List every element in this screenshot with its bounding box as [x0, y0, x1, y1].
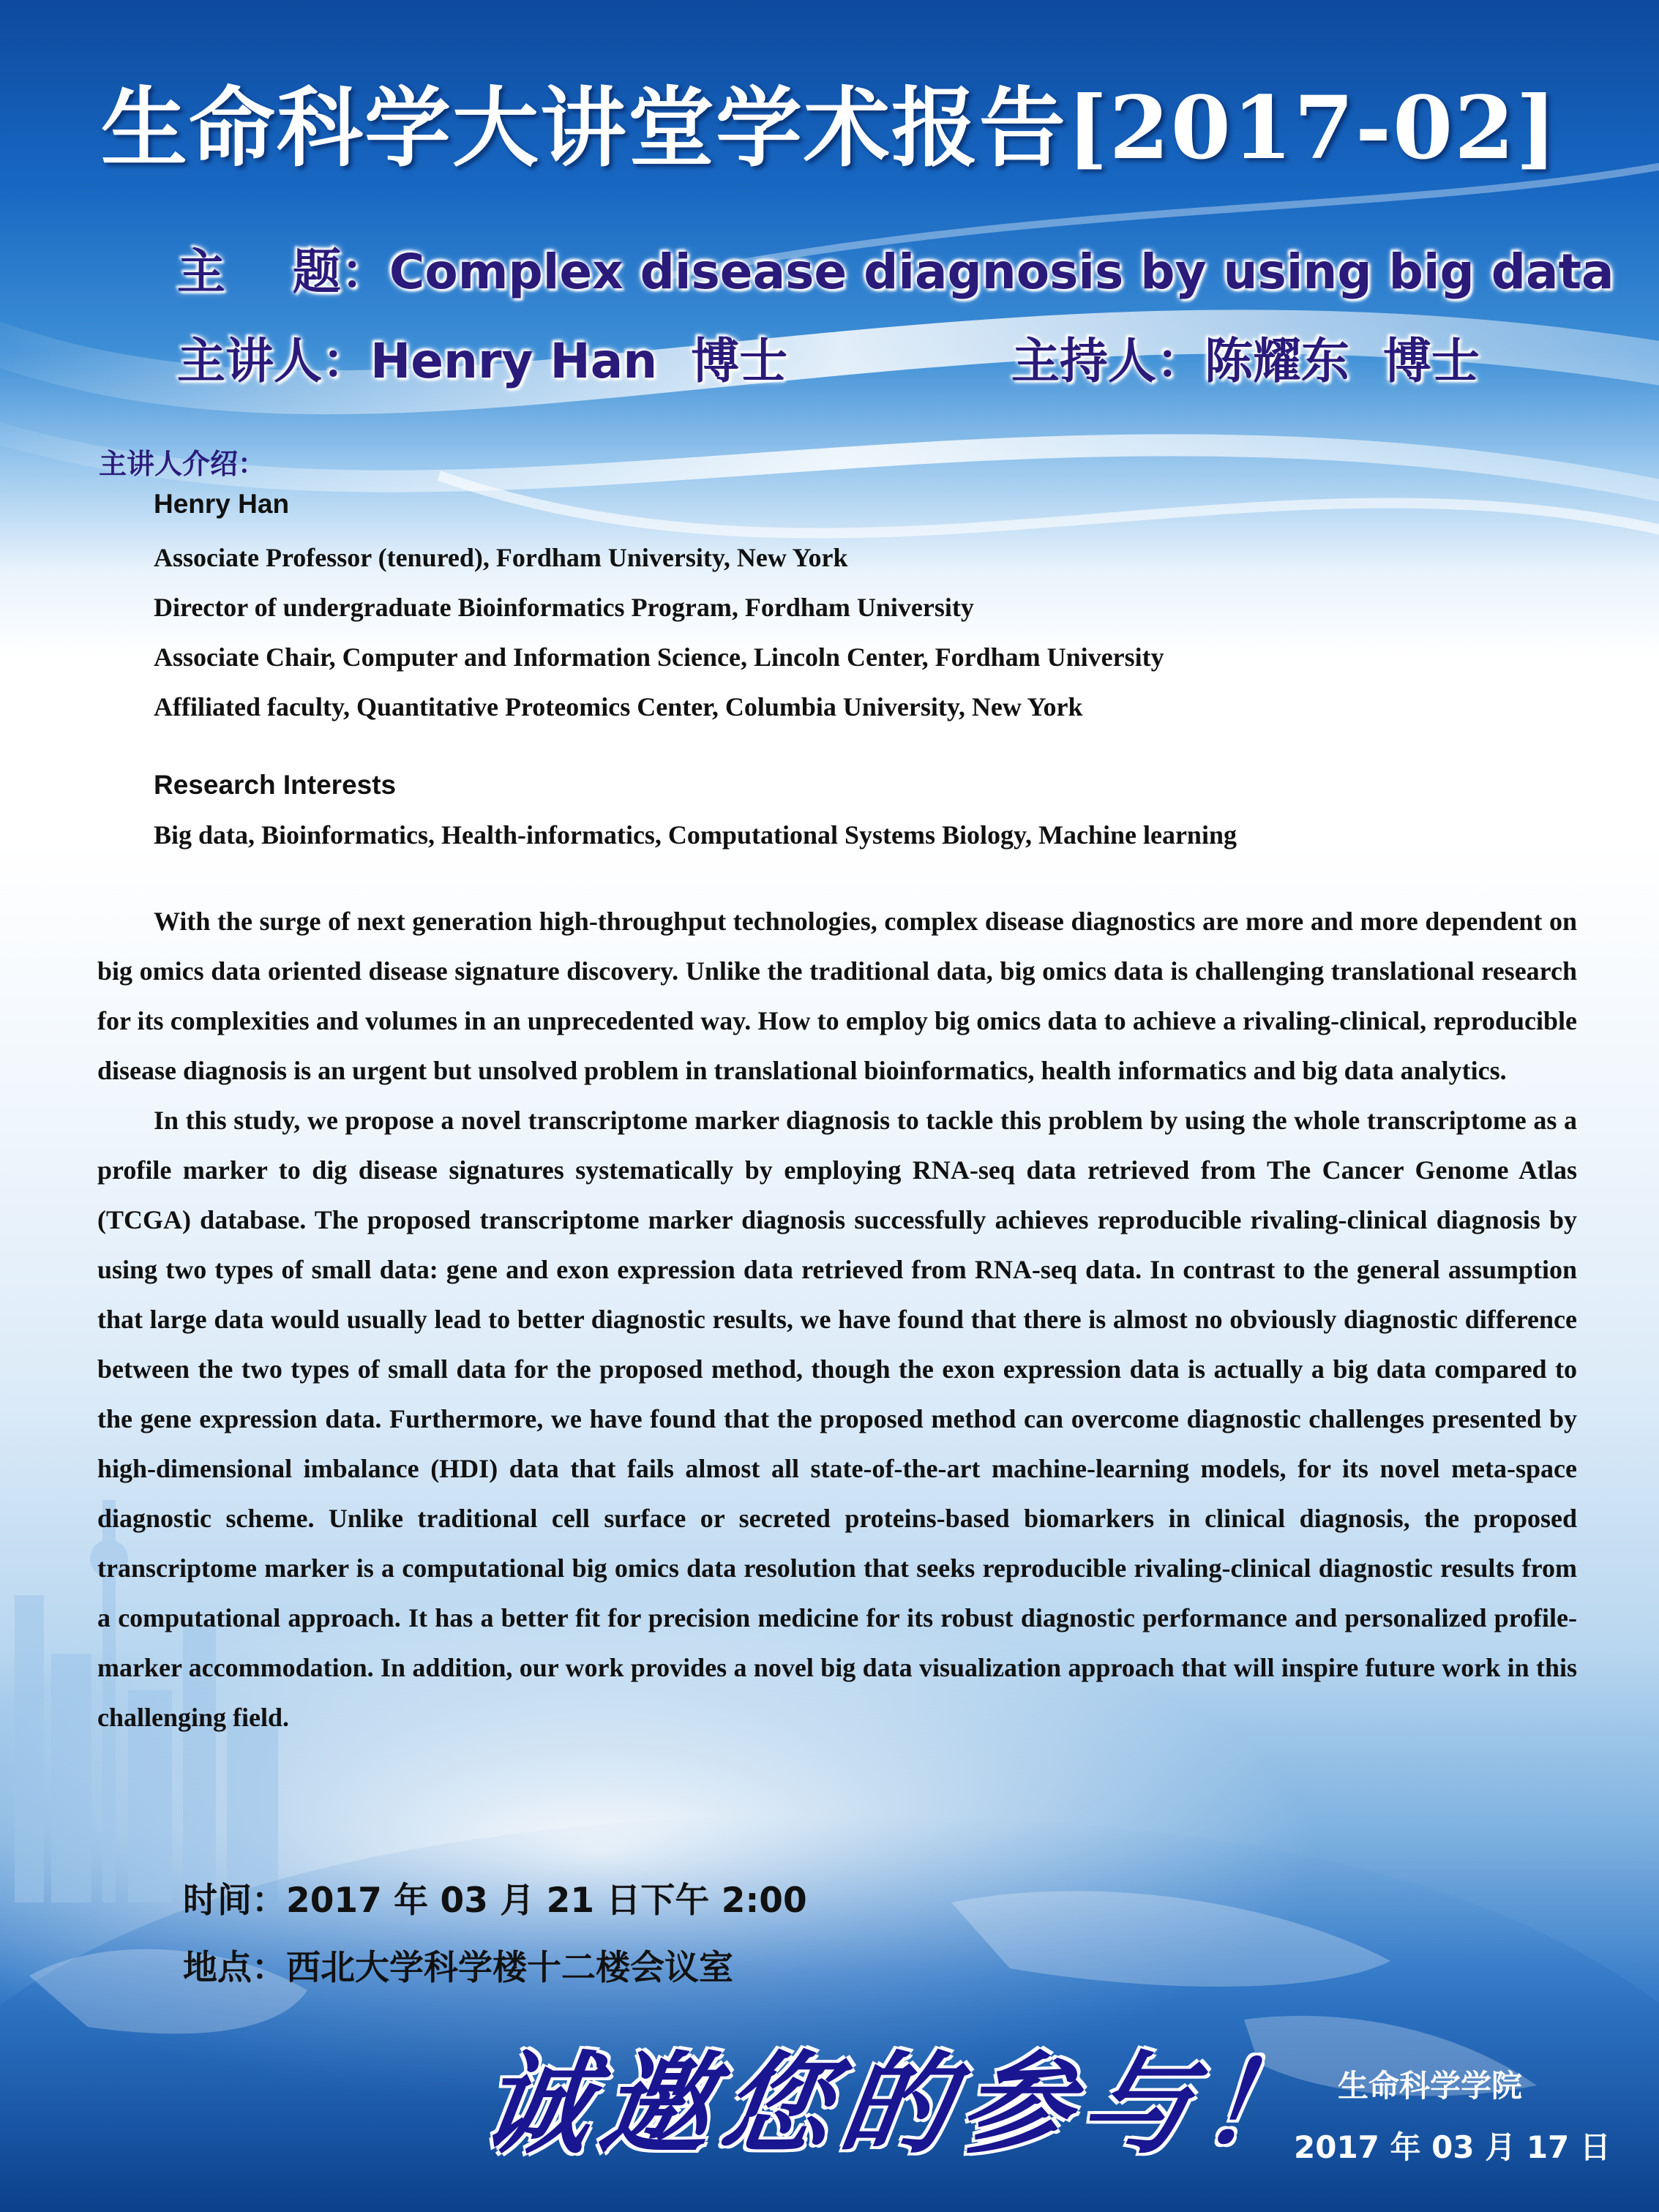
affiliation-list — [154, 541, 1164, 741]
abstract-paragraph: In this study, we propose a novel transcriptome marker diagnosis to tackle this problem by using the whole transcriptome as a profile marker to dig disease signatures systematically by employing RNA-seq data retrieved from The Cancer Genome Atlas (TCGA) database. The proposed transcriptome marker diagnosis successfully achieves reproducible rivaling-clinical diagnosis by using two types of small data: gene and exon expression data retrieved from RNA-seq data. In contrast to the general assumption that large data would usually lead to better diagnostic results, we have found that there is almost no obviously diagnostic difference between the two types of small data for the proposed method, though the exon expression data is actually a big data compared to the gene expression data. Furthermore, we have found that the proposed method can overcome diagnostic challenges presented by high-dimensional imbalance (HDI) data that fails almost all state-of-the-art machine-learning models, for its novel meta-space diagnostic scheme. Unlike traditional cell surface or secreted proteins-based biomarkers in clinical diagnosis, the proposed transcriptome marker is a computational big omics data resolution that seeks reproducible rivaling-clinical diagnostic results from a computational approach. It has a better fit for precision medicine for its robust diagnostic performance and personalized profile-marker accommodation. In addition, our work provides a novel big data visualization approach that will inspire future work in this challenging field. — [97, 1106, 1577, 1732]
affiliation-item: Associate Chair, Computer and Information Science, Lincoln Center, Fordham University — [154, 642, 1164, 672]
speaker-bio-name: Henry Han — [154, 489, 290, 519]
topic-line — [177, 233, 1614, 302]
topic-value: Complex disease diagnosis by using big data — [389, 244, 1614, 300]
topic-label: 主 题： — [177, 244, 389, 300]
abstract — [97, 896, 1577, 1742]
research-interests-text: Big data, Bioinformatics, Health-informatics, Computational Systems Biology, Machine learning — [154, 820, 1237, 850]
affiliation-item: Affiliated faculty, Quantitative Proteomics Center, Columbia University, New York — [154, 692, 1083, 721]
speaker-host-line — [177, 322, 1480, 391]
speaker-block — [177, 322, 787, 391]
speaker-label: 主讲人： — [177, 333, 370, 389]
host-name: 陈耀东 博士 — [1205, 333, 1480, 389]
host-block — [1011, 322, 1480, 391]
research-interests-heading: Research Interests — [154, 770, 397, 800]
speaker-name: Henry Han 博士 — [370, 333, 788, 389]
host-label: 主持人： — [1011, 333, 1205, 389]
affiliation-item: Director of undergraduate Bioinformatics Program, Fordham University — [154, 593, 974, 622]
posted-date: 2017 年 03 月 17 日 — [1294, 2129, 1611, 2165]
intro-heading: 主讲人介绍： — [99, 448, 266, 480]
affiliation-item: Associate Professor (tenured), Fordham University, New York — [154, 543, 848, 572]
poster-title: 生命科学大讲堂学术报告[2017-02] — [100, 77, 1559, 179]
event-location: 地点：西北大学科学楼十二楼会议室 — [183, 1948, 733, 1988]
organizer: 生命科学学院 — [1338, 2068, 1523, 2104]
event-time: 时间：2017 年 03 月 21 日下午 2:00 — [183, 1881, 807, 1921]
abstract-paragraph: With the surge of next generation high-throughput technologies, complex disease diagnostics are more and more dependent on big omics data oriented disease signature discovery. Unlike the traditional data, big omics data is challenging translational research for its complexities and volumes in an unprecedented way. How to employ big omics data to achieve a rivaling-clinical, reproducible disease diagnosis is an urgent but unsolved problem in translational bioinformatics, health informatics and big data analytics. — [97, 907, 1577, 1085]
invitation-slogan: 诚邀您的参与！ — [472, 2040, 1331, 2169]
